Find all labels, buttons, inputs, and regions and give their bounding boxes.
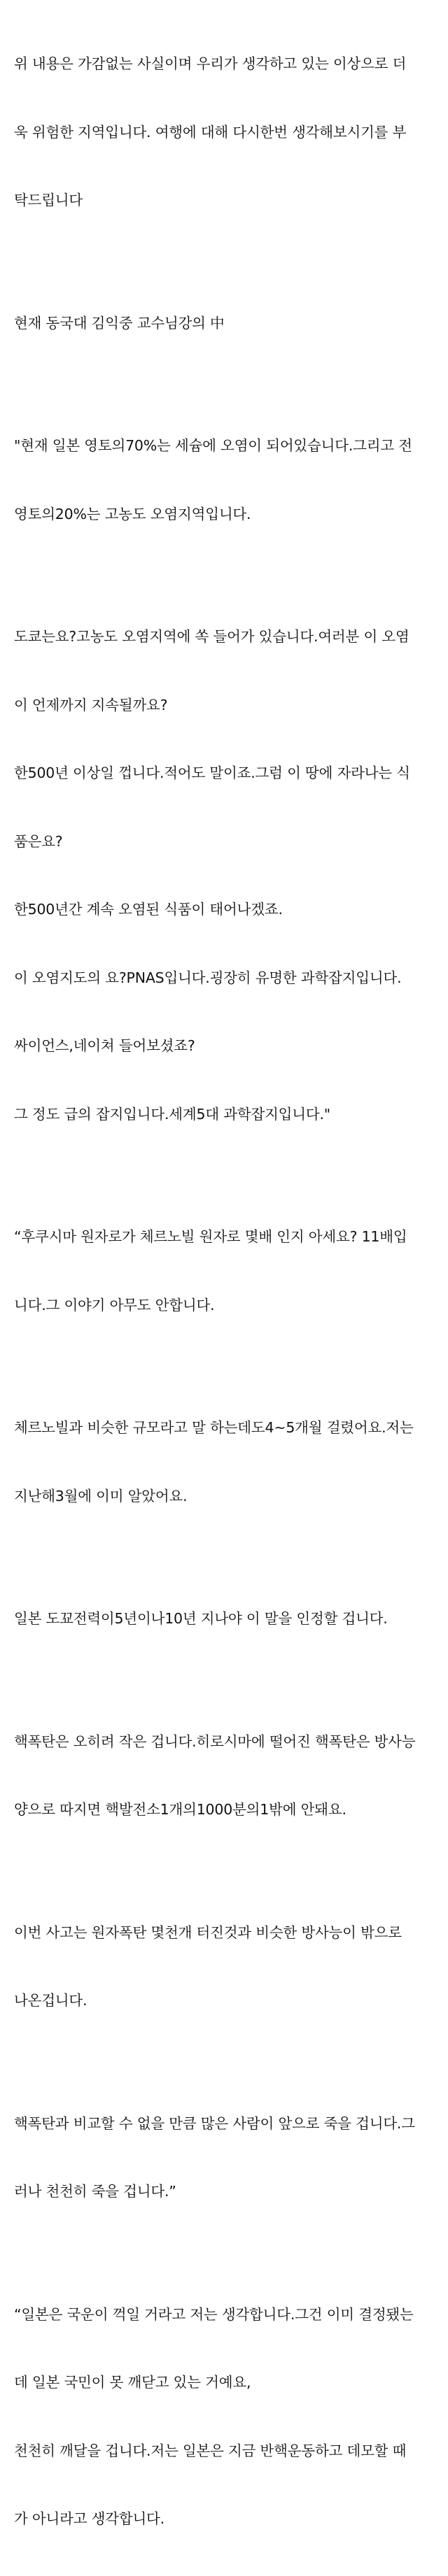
paragraph-quote-8 xyxy=(14,2067,435,2249)
text-line: 이번 사고는 원자폭탄 몇천개 터진것과 비슷한 방사능이 밖으로 xyxy=(14,1923,402,1941)
text-line: 나온겁니다. xyxy=(14,1992,88,2009)
paragraph-quote-3 xyxy=(14,1180,435,1362)
text-line: 현재 동국대 김익중 교수님강의 中 xyxy=(14,314,225,332)
text-line: "현재 일본 영토의70%는 세슘에 오염이 되어있습니다.그리고 전 xyxy=(14,437,412,454)
text-line: “일본은 국운이 꺽일 거라고 저는 생각합니다.그건 이미 결정됐는 xyxy=(14,2305,414,2323)
paragraph-quote-7 xyxy=(14,1876,435,2058)
text-line: 한500년간 계속 오염된 식품이 태어나겠죠. xyxy=(14,901,283,918)
text-line: 이 언제까지 지속될까요? xyxy=(14,696,168,713)
text-line: 핵폭탄과 비교할 수 없을 만큼 많은 사람이 앞으로 죽을 겁니다.그 xyxy=(14,2114,415,2132)
text-line: 그 정도 급의 잡지입니다.세계5대 과학잡지입니다." xyxy=(14,1105,331,1123)
paragraph-quote-1 xyxy=(14,389,435,571)
paragraph-quote-9 xyxy=(14,2258,435,2576)
text-line: 지난해3월에 이미 알았어요. xyxy=(14,1487,188,1504)
text-line: 일본 도꾜전력이5년이나10년 지나야 이 말을 인정할 겁니다. xyxy=(14,1610,388,1627)
text-line: 러나 천천히 죽을 겁니다.” xyxy=(14,2183,176,2200)
text-line: 핵폭탄은 오히려 작은 겁니다.히로시마에 떨어진 핵폭탄은 방사능 xyxy=(14,1732,416,1750)
text-line: 양으로 따지면 핵발전소1개의1000분의1밖에 안돼요. xyxy=(14,1801,346,1818)
text-line: 위 내용은 가감없는 사실이며 우리가 생각하고 있는 이상으로 더 xyxy=(14,55,407,72)
text-line: 탁드립니다 xyxy=(14,192,83,208)
text-line: 품은요? xyxy=(14,832,63,850)
text-line: 니다.그 이야기 아무도 안합니다. xyxy=(14,1296,215,1314)
text-line: 욱 위험한 지역입니다. 여행에 대해 다시한번 생각해보시기를 부 xyxy=(14,123,407,141)
text-line: 영토의20%는 고농도 오염지역입니다. xyxy=(14,505,251,522)
text-line: 데 일본 국민이 못 깨닫고 있는 거예요, xyxy=(14,2374,251,2391)
text-line: 가 아니라고 생각합니다. xyxy=(14,2510,164,2527)
text-line: 도쿄는요?고농도 오염지역에 쏙 들어가 있습니다.여러분 이 오염 xyxy=(14,628,410,645)
paragraph-quote-2 xyxy=(14,580,435,1171)
paragraph-source xyxy=(14,266,435,380)
text-line: 천천히 깨달을 겁니다.저는 일본은 지금 반핵운동하고 데모할 때 xyxy=(14,2442,407,2459)
text-line: “후쿠시마 원자로가 체르노빌 원자로 몇배 인지 아세요? 11배입 xyxy=(14,1228,407,1245)
paragraph-quote-5 xyxy=(14,1562,435,1676)
paragraph-intro xyxy=(14,7,435,257)
text-line: 한500년 이상일 껍니다.적어도 말이죠.그럼 이 땅에 자라나는 식 xyxy=(14,764,410,781)
paragraph-quote-4 xyxy=(14,1371,435,1553)
text-line: 싸이언스,네이쳐 들어보셨죠? xyxy=(14,1037,195,1054)
text-line: 이 오염지도의 요?PNAS입니다.굉장히 유명한 과학잡지입니다. xyxy=(14,969,402,986)
text-line: 체르노빌과 비슷한 규모라고 말 하는데도4~5개월 걸렸어요.저는 xyxy=(14,1419,414,1436)
paragraph-quote-6 xyxy=(14,1685,435,1867)
